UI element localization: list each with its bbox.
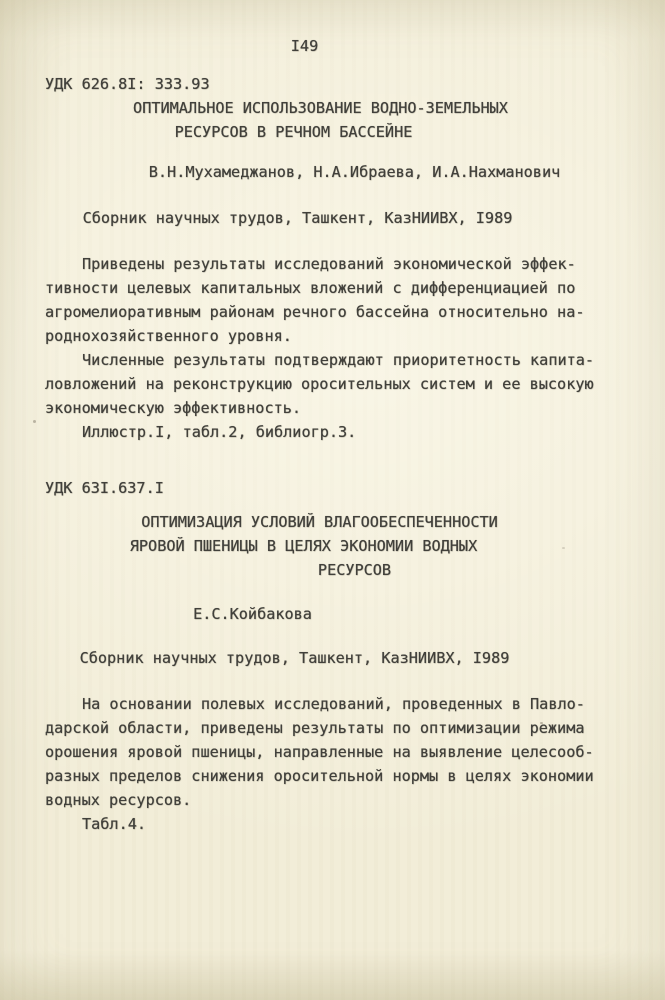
abstract-line: роднохозяйственного уровня. (45, 327, 292, 345)
abstract-line: водных ресурсов. (45, 791, 192, 809)
abstract-text (45, 252, 665, 444)
abstract-line: Численные результаты подтверждают приоритетность капита- (82, 351, 595, 369)
article-title-line: ЯРОВОЙ ПШЕНИЦЫ В ЦЕЛЯХ ЭКОНОМИИ ВОДНЫХ (129, 537, 478, 555)
abstract-line: орошения яровой пшеницы, направленные на выявление целесооб- (45, 743, 594, 761)
abstract-line: Приведены результаты исследований экономической эффек- (82, 255, 576, 273)
abstract-line: дарской области, приведены результаты по оптимизации режима (45, 719, 585, 737)
article-title-line: ОПТИМАЛЬНОЕ ИСПОЛЬЗОВАНИЕ ВОДНО-ЗЕМЕЛЬНЫХ (133, 99, 508, 117)
source-line: Сборник научных трудов, Ташкент, КазНИИВХ, I989 (82, 209, 513, 227)
authors-line: В.Н.Мухамеджанов, Н.А.Ибраева, И.А.Нахманович (148, 163, 561, 181)
article-title-line: РЕСУРСОВ В РЕЧНОМ БАССЕЙНЕ (174, 123, 413, 141)
paper-speck (540, 722, 543, 724)
page-number: I49 (290, 37, 319, 55)
paper-speck (33, 420, 36, 423)
abstract-line: На основании полевых исследований, проведенных в Павло- (82, 695, 585, 713)
udk-code: УДК 626.8I: 333.93 (45, 75, 210, 93)
abstract-line: разных пределов снижения оросительной нормы в целях экономии (45, 767, 594, 785)
article-entry-1 (0, 72, 665, 444)
article-title-line: РЕСУРСОВ (317, 561, 392, 579)
article-entry-2 (0, 476, 665, 836)
article-title (0, 510, 665, 582)
abstract-line: ловложений на реконструкцию оросительных систем и ее высокую (45, 375, 594, 393)
references-note: Табл.4. (82, 815, 147, 833)
article-title (0, 96, 665, 144)
abstract-line: экономическую эффективность. (45, 399, 302, 417)
references-note: Иллюстр.I, табл.2, библиогр.3. (82, 423, 357, 441)
abstract-line: агромелиоративным районам речного бассейна относительно на- (45, 303, 585, 321)
source-line: Сборник научных трудов, Ташкент, КазНИИВХ, I989 (79, 649, 510, 667)
article-title-line: ОПТИМИЗАЦИЯ УСЛОВИЙ ВЛАГООБЕСПЕЧЕННОСТИ (141, 513, 498, 531)
udk-code: УДК 63I.637.I (45, 479, 164, 497)
abstract-text (45, 692, 665, 836)
authors-line: Е.С.Койбакова (193, 605, 312, 623)
abstract-line: тивности целевых капитальных вложений с дифференциацией по (45, 279, 576, 297)
